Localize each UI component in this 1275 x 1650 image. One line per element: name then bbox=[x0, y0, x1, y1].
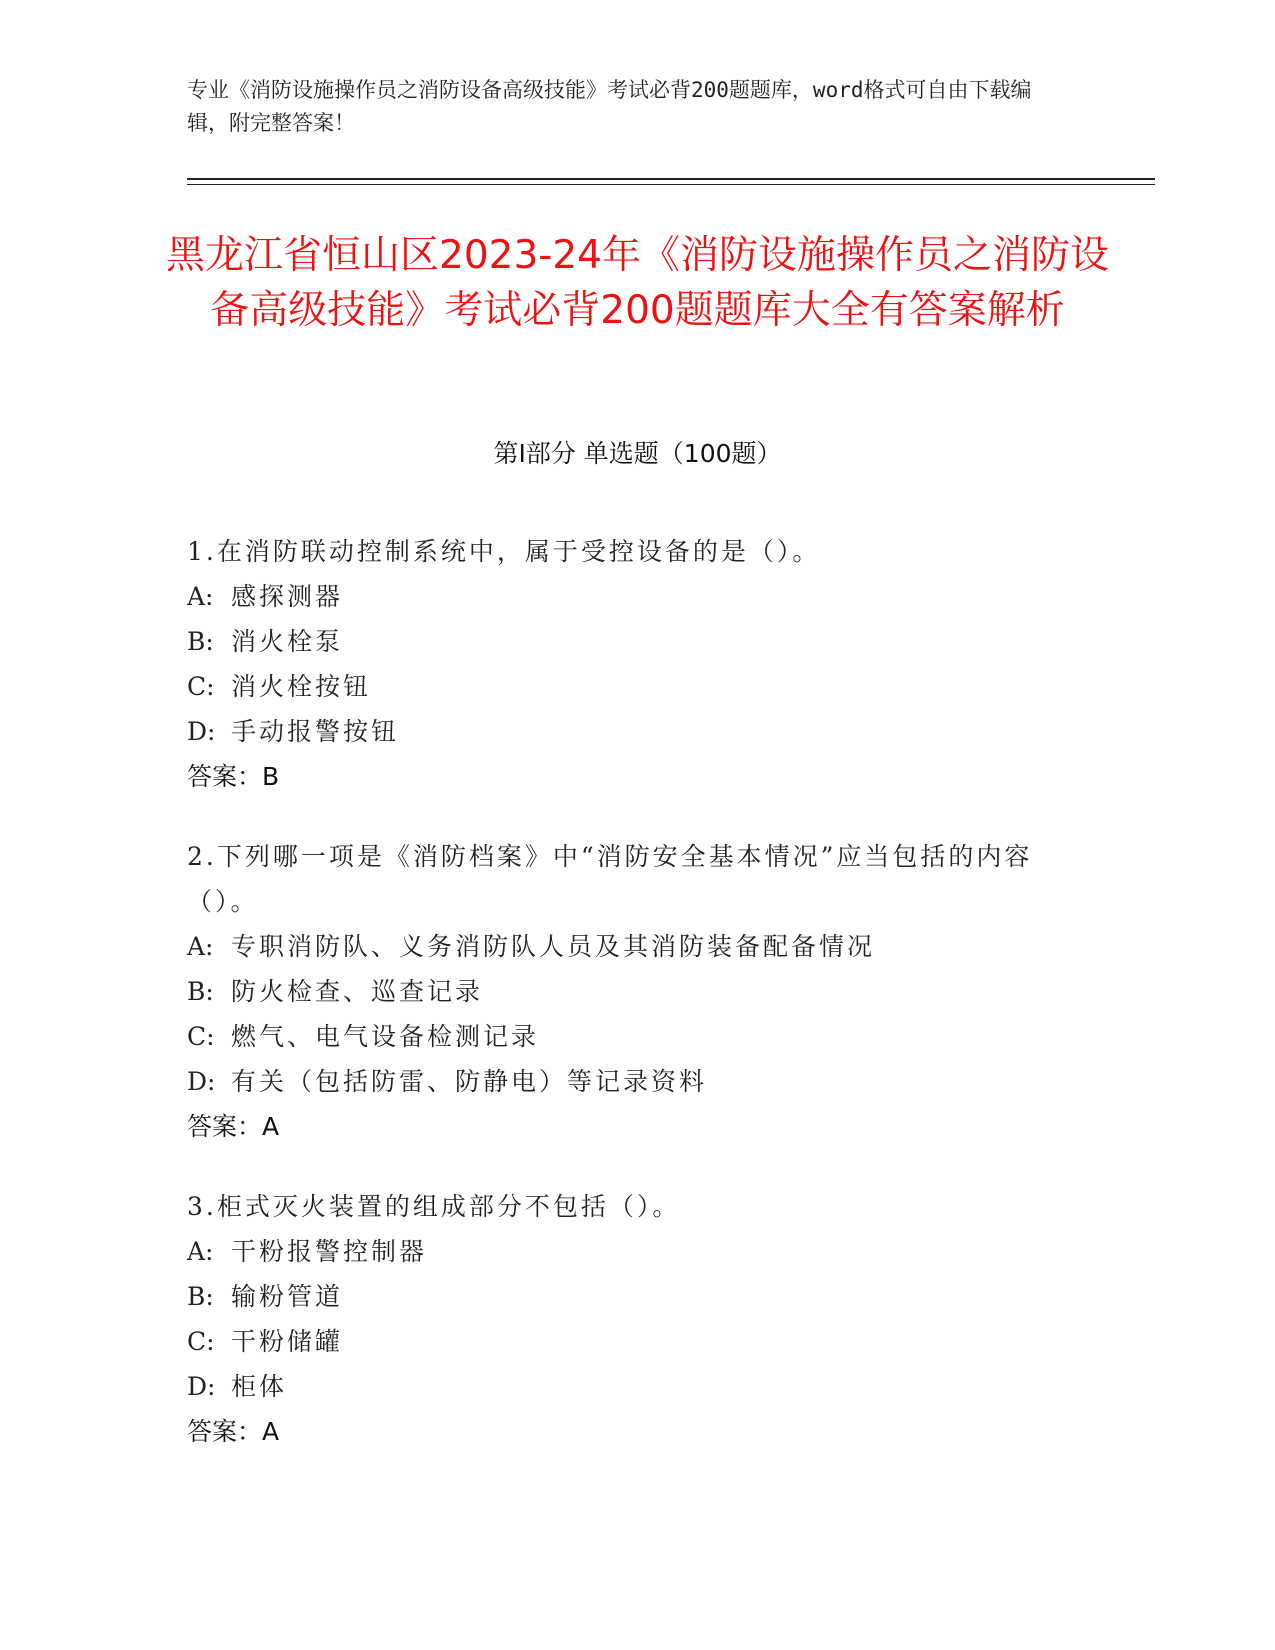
option-a bbox=[187, 924, 1087, 969]
option-letter: B: bbox=[187, 627, 214, 656]
option-c bbox=[187, 664, 1087, 709]
header-rule-thick bbox=[187, 178, 1155, 180]
option-text: 干粉报警控制器 bbox=[231, 1237, 428, 1266]
question-item bbox=[187, 529, 1087, 799]
option-d bbox=[187, 709, 1087, 754]
document-title: 黑龙江省恒山区2023-24年《消防设施操作员之消防设备高级技能》考试必背200题题库大全有答案解析 bbox=[166, 233, 1109, 333]
option-b bbox=[187, 619, 1087, 664]
option-text: 有关（包括防雷、防静电）等记录资料 bbox=[231, 1067, 708, 1096]
option-c bbox=[187, 1014, 1087, 1059]
section-title: 第Ⅰ部分 单选题（100题） bbox=[493, 439, 782, 468]
option-text: 专职消防队、义务消防队人员及其消防装备配备情况 bbox=[231, 932, 876, 961]
question-stem: 3.柜式灭火装置的组成部分不包括（）。 bbox=[187, 1192, 681, 1221]
answer-line: 答案：A bbox=[187, 1417, 280, 1446]
question-stem: 1.在消防联动控制系统中，属于受控设备的是（）。 bbox=[187, 537, 821, 566]
option-letter: B: bbox=[187, 977, 214, 1006]
option-text: 输粉管道 bbox=[231, 1282, 344, 1311]
header-rule-thin bbox=[187, 184, 1155, 185]
option-letter: D: bbox=[187, 717, 216, 746]
option-c bbox=[187, 1319, 1087, 1364]
option-letter: A: bbox=[187, 582, 214, 611]
option-text: 消火栓按钮 bbox=[231, 672, 372, 701]
option-d bbox=[187, 1059, 1087, 1104]
option-text: 防火检查、巡查记录 bbox=[231, 977, 484, 1006]
option-d bbox=[187, 1364, 1087, 1409]
option-b bbox=[187, 969, 1087, 1014]
answer-line: 答案：B bbox=[187, 762, 280, 791]
option-letter: C: bbox=[187, 1022, 215, 1051]
option-letter: C: bbox=[187, 1327, 215, 1356]
option-text: 柜体 bbox=[231, 1372, 288, 1401]
option-text: 感探测器 bbox=[231, 582, 344, 611]
option-letter: A: bbox=[187, 1237, 214, 1266]
option-text: 消火栓泵 bbox=[231, 627, 344, 656]
option-a bbox=[187, 1229, 1087, 1274]
option-text: 干粉储罐 bbox=[231, 1327, 344, 1356]
option-text: 燃气、电气设备检测记录 bbox=[231, 1022, 540, 1051]
question-stem: 2.下列哪一项是《消防档案》中“消防安全基本情况”应当包括的内容（）。 bbox=[187, 842, 1033, 916]
option-text: 手动报警按钮 bbox=[231, 717, 400, 746]
option-letter: D: bbox=[187, 1372, 216, 1401]
option-a bbox=[187, 574, 1087, 619]
option-letter: D: bbox=[187, 1067, 216, 1096]
header-note: 专业《消防设施操作员之消防设备高级技能》考试必背200题题库，word格式可自由下载编辑，附完整答案！ bbox=[187, 78, 1032, 135]
option-letter: B: bbox=[187, 1282, 214, 1311]
question-item bbox=[187, 834, 1087, 1149]
question-item bbox=[187, 1184, 1087, 1454]
option-letter: A: bbox=[187, 932, 214, 961]
option-b bbox=[187, 1274, 1087, 1319]
answer-line: 答案：A bbox=[187, 1112, 280, 1141]
option-letter: C: bbox=[187, 672, 215, 701]
question-list bbox=[187, 529, 1087, 1489]
